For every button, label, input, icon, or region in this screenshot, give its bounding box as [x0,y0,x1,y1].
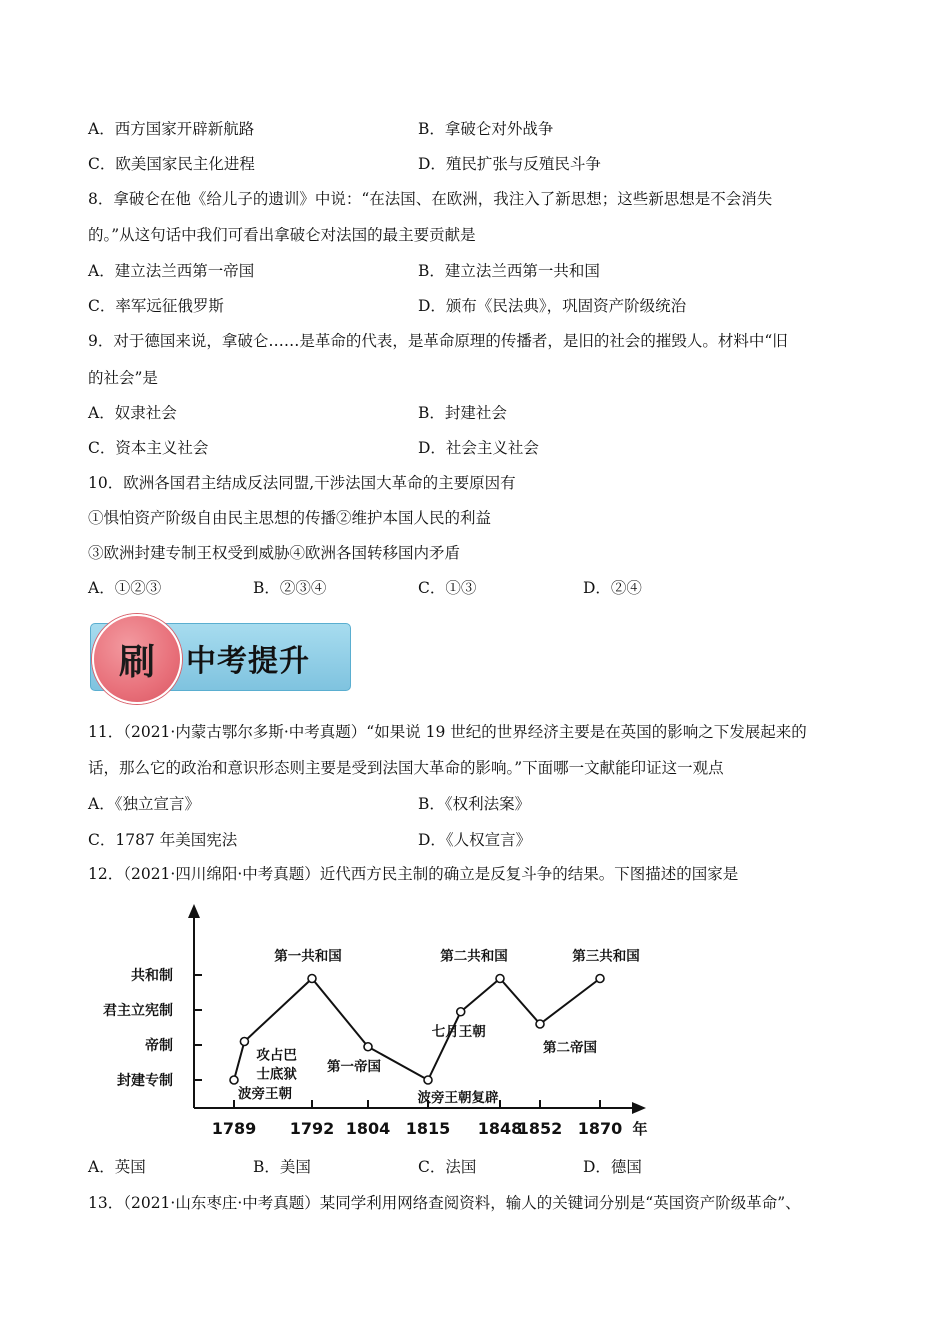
regime-chart [98,898,678,1138]
q13-stem-line1: 13．（2021·山东枣庄·中考真题）某同学利用网络查阅资料，输人的关键词分别是“英国资产阶级革命”、 [88,1194,801,1212]
q10-option-b: B．②③④ [253,579,327,597]
q10-option-a: A．①②③ [88,579,162,597]
q7-option-a: A．西方国家开辟新航路 [88,120,255,138]
x-tick-label: 1852 [517,1119,563,1138]
q10-option-c: C．①③ [418,579,477,597]
x-tick-label: 1792 [289,1119,335,1138]
banner-badge: 刷 [92,614,182,704]
q7-option-b: B．拿破仑对外战争 [418,120,554,138]
data-point [230,1076,238,1084]
data-point [457,1008,465,1016]
q9-stem-line2: 的社会”是 [88,369,158,387]
point-label: 波旁王朝 [238,1086,292,1102]
q10-option-d: D．②④ [583,579,642,597]
q12-stem-line1: 12．（2021·四川绵阳·中考真题）近代西方民主制的确立是反复斗争的结果。下图描述的国家是 [88,865,739,883]
x-tick-label: 1815 [405,1119,451,1138]
series-line [234,979,600,1081]
data-point [424,1076,432,1084]
x-tick-label: 1804 [345,1119,391,1138]
q9-stem-line1: 9．对于德国来说，拿破仑……是革命的代表，是革命原理的传播者，是旧的社会的摧毁人。材料中“旧 [88,332,788,350]
point-label: 七月王朝 [431,1023,486,1040]
q9-option-a: A．奴隶社会 [88,404,177,422]
q7-option-c: C．欧美国家民主化进程 [88,155,255,173]
point-label: 波旁王朝复辟 [417,1090,499,1106]
q11-stem-line1: 11．（2021·内蒙古鄂尔多斯·中考真题）“如果说 19 世纪的世界经济主要是在英国的影响之下发展起来的 [88,723,807,741]
q12-option-d: D．德国 [583,1158,642,1176]
q9-option-b: B．封建社会 [418,404,507,422]
point-label: 攻占巴士底狱 [256,1047,297,1083]
q8-stem-line1: 8．拿破仑在他《给儿子的遗训》中说：“在法国、在欧洲，我注入了新思想；这些新思想是不会消失 [88,190,773,208]
point-label: 第一帝国 [327,1058,381,1075]
q12-option-b: B．美国 [253,1158,311,1176]
data-point [536,1020,544,1028]
y-axis-arrow [188,904,200,918]
q11-stem-line2: 话，那么它的政治和意识形态则主要是受到法国大革命的影响。”下面哪一文献能印证这一观点 [88,759,724,777]
y-level-label: 君主立宪制 [103,1003,173,1019]
x-tick-label: 1870 [577,1119,623,1138]
y-level-label: 封建专制 [117,1073,173,1089]
q8-option-a: A．建立法兰西第一帝国 [88,262,255,280]
banner-title: 中考提升 [186,644,310,679]
q11-option-a: A．《独立宣言》 [88,795,200,813]
point-label: 第三共和国 [572,948,640,965]
section-banner [90,620,352,692]
q9-option-d: D．社会主义社会 [418,439,539,457]
x-axis-arrow [632,1102,646,1114]
x-tick-label: 1848 [477,1119,523,1138]
data-point [496,975,504,983]
q12-option-a: A．英国 [88,1158,146,1176]
data-point [308,975,316,983]
q10-stem-line3: ③欧洲封建专制王权受到威胁④欧洲各国转移国内矛盾 [88,544,461,562]
q11-option-d: D．《人权宣言》 [418,831,532,849]
q10-stem-line1: 10．欧洲各国君主结成反法同盟,干涉法国大革命的主要原因有 [88,474,516,492]
q12-option-c: C．法国 [418,1158,477,1176]
q9-option-c: C．资本主义社会 [88,439,209,457]
q11-option-c: C．1787 年美国宪法 [88,831,238,849]
q8-option-d: D．颁布《民法典》，巩固资产阶级统治 [418,297,687,315]
y-level-label: 共和制 [131,968,173,984]
point-label: 第二共和国 [440,948,508,965]
q10-stem-line2: ①惧怕资产阶级自由民主思想的传播②维护本国人民的利益 [88,509,492,527]
q8-option-c: C．率军远征俄罗斯 [88,297,224,315]
q7-option-d: D．殖民扩张与反殖民斗争 [418,155,601,173]
point-label: 第二帝国 [543,1040,597,1056]
data-point [240,1038,248,1046]
point-label: 第一共和国 [274,948,342,965]
q8-stem-line2: 的。”从这句话中我们可看出拿破仑对法国的最主要贡献是 [88,226,476,244]
data-point [364,1043,372,1051]
q8-option-b: B．建立法兰西第一共和国 [418,262,600,280]
x-unit-label: 年 [632,1120,648,1138]
y-level-label: 帝制 [145,1038,173,1054]
data-point [596,975,604,983]
q11-option-b: B．《权利法案》 [418,795,531,813]
x-tick-label: 1789 [211,1119,257,1138]
